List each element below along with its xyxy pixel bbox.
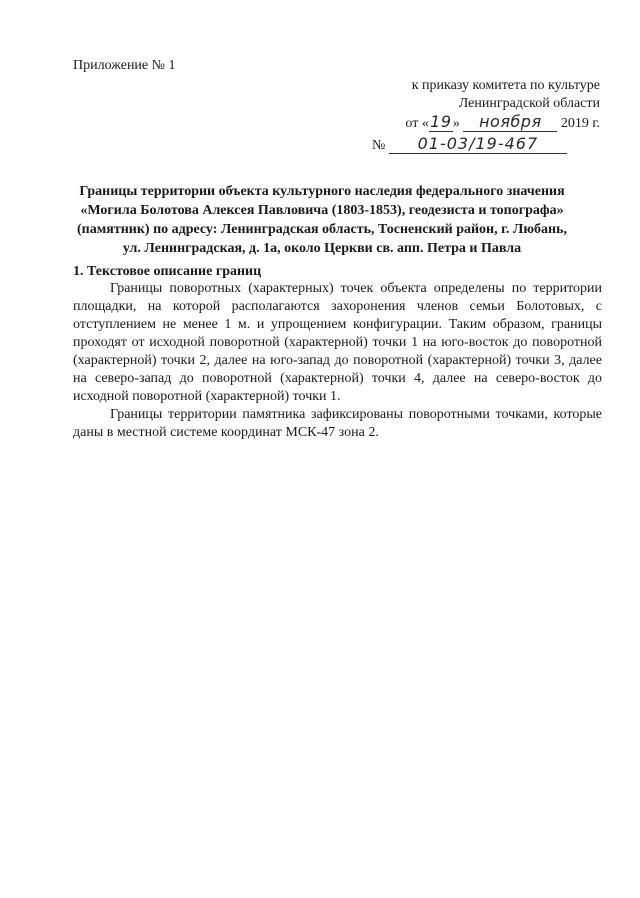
order-reference [300, 77, 600, 155]
order-date-year: 2019 г. [560, 116, 600, 131]
title-line-3: (памятник) по адресу: Ленинградская область, Тосненский район, г. Любань, [77, 222, 567, 237]
section-body [73, 280, 602, 442]
order-date-day: 19 [430, 112, 452, 131]
order-line-2: Ленинградской области [458, 96, 600, 111]
appendix-label: Приложение № 1 [73, 58, 176, 73]
order-date-mid: » [452, 116, 460, 131]
order-date-prefix: от « [405, 116, 429, 131]
document-title [52, 182, 592, 258]
order-number-value: 01-03/19-467 [389, 135, 567, 154]
title-line-1: Границы территории объекта культурного наследия федерального значения [79, 184, 565, 199]
title-line-4: ул. Ленинградская, д. 1а, около Церкви св. апп. Петра и Павла [122, 241, 522, 256]
title-line-2: «Могила Болотова Алексея Павловича (1803-1853), геодезиста и топографа» [80, 203, 564, 218]
order-line-1: к приказу комитета по культуре [411, 78, 600, 93]
order-date-month: ноября [463, 113, 557, 132]
order-number-prefix: № [372, 138, 386, 153]
body-paragraph-1: Границы поворотных (характерных) точек объекта определены по территории площадки, на которой располагаются захоронения членов семьи Болотовых, с отступлением не менее 1 м. и упрощением конфигурации. Таким образом, границы проходят от исходной поворотной (характерной) точки 1 на юго-восток до поворотной (характерной) точки 2, далее на юго-запад до поворотной (характерной) точки 3, далее на северо-запад до поворотной (характерной) точки 4, далее на северо-восток до исходной поворотной (характерной) точки 1. [73, 281, 602, 404]
order-number [300, 135, 600, 155]
section-heading: 1. Текстовое описание границ [73, 264, 262, 279]
body-paragraph-2: Границы территории памятника зафиксированы поворотными точками, которые даны в местной системе координат МСК-47 зона 2. [73, 407, 602, 440]
order-date [300, 113, 600, 133]
